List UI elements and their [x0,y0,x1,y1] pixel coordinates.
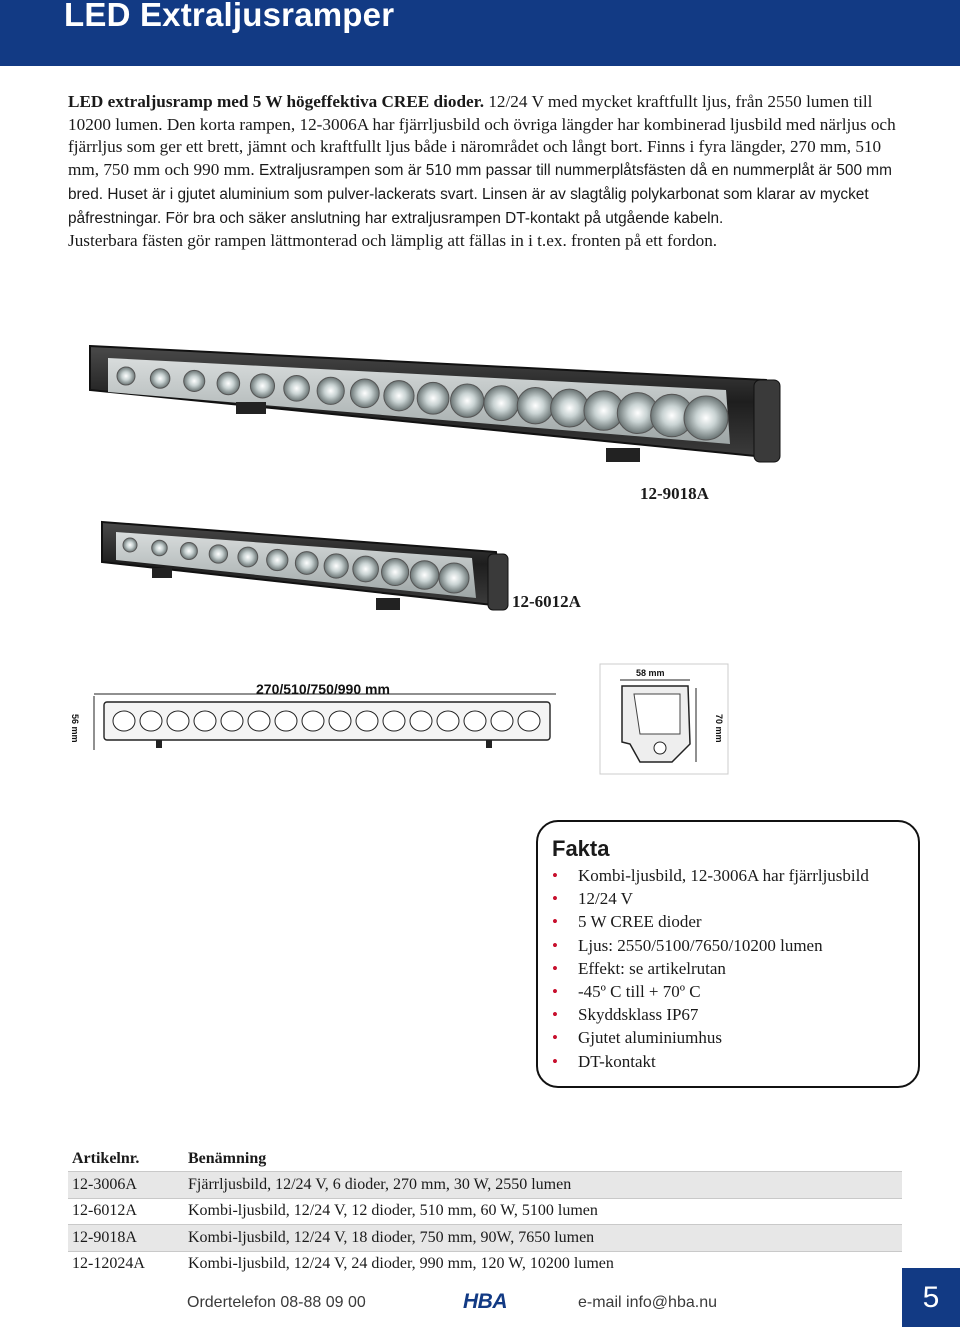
list-item: • -45º C till + 70º C [552,980,869,1003]
fakta-title: Fakta [552,836,610,861]
table-cell: 12-6012A [68,1198,184,1225]
led-lens-icon [117,367,135,385]
footer-phone: Ordertelefon 08-88 09 00 [187,1294,366,1311]
page-title: LED Extraljusramper [64,0,395,33]
led-outline-icon [464,711,486,731]
intro-lead: LED extraljusramp med 5 W högeffektiva CREE dioder. [68,92,485,111]
led-lens-icon [410,561,439,590]
column-header-description: Benämning [188,1150,267,1167]
table-row [68,1198,902,1225]
bullet-icon: • [552,982,558,1002]
led-lens-icon [384,381,414,411]
page-number: 5 [902,1268,960,1327]
led-outline-icon [383,711,405,731]
led-outline-icon [356,711,378,731]
led-lens-icon [209,545,227,563]
depth-dimension-label: 70 mm [714,714,724,743]
table-cell: 12-9018A [68,1225,184,1252]
table-cell: 12-3006A [68,1172,184,1199]
bullet-icon: • [552,1051,558,1071]
table-header-row [68,1147,902,1172]
table-cell: Kombi-ljusbild, 12/24 V, 12 dioder, 510 mm, 60 W, 5100 lumen [184,1198,902,1225]
hba-logo: HBA [463,1290,507,1313]
intro-paragraph [68,91,898,253]
led-lens-icon [217,372,240,395]
led-outline-icon [140,711,162,731]
intro-text-1: 12/24 V med mycket kraftfullt ljus, från 2550 lumen till 10200 lumen. Den korta rampen, 12-3006A har fjärrljusbild och övriga längder har kombinerad ljusbild med närljus och fjärrljus som ger ett brett, jämnt och kraftfullt ljus både i närområdet och långt bort. Finns i fyra längder, 270 mm, 510 mm, 750 mm och 990 mm. [68,92,896,180]
bullet-icon: • [552,935,558,955]
led-outline-icon [437,711,459,731]
table-cell: Fjärrljusbild, 12/24 V, 6 dioder, 270 mm, 30 W, 2550 lumen [184,1172,902,1199]
page-header [0,0,960,66]
led-lens-icon [238,547,258,567]
list-item: • Ljus: 2550/5100/7650/10200 lumen [552,934,869,957]
side-dimension-drawing [600,664,730,776]
intro-text-2: Extraljusrampen som är 510 mm passar till nummerplåtsfästen då en nummerplåt är 500 mm bred. Huset är i gjutet aluminium som pulver-lackerats svart. Linsen är av slagtålig polykarbonat som klarar av mycket påfrestningar. För bra och säker anslutning har extraljusrampen DT-kontakt på utgående kabeln. [68,162,892,227]
led-outline-icon [275,711,297,731]
list-item: • DT-kontakt [552,1050,869,1073]
table-row [68,1172,902,1199]
led-lens-icon [484,386,519,421]
led-outline-icon [194,711,216,731]
led-outline-icon [302,711,324,731]
bullet-icon: • [552,1005,558,1025]
led-lens-icon [517,387,553,423]
led-lens-icon [684,396,728,440]
front-dimension-drawing [70,680,562,770]
list-item: • Kombi-ljusbild, 12-3006A har fjärrljusbild [552,864,869,887]
led-lens-icon [267,549,288,570]
led-lens-icon [250,374,274,398]
led-lens-icon [150,369,170,389]
led-bar-large-photo [86,340,802,480]
led-lens-icon [551,389,589,427]
led-outline-icon [167,711,189,731]
table-cell: Kombi-ljusbild, 12/24 V, 24 dioder, 990 mm, 120 W, 10200 lumen [184,1251,902,1277]
led-outline-icon [329,711,351,731]
column-header-article-number: Artikelnr. [72,1150,140,1167]
led-outline-icon [248,711,270,731]
led-outline-icon [113,711,135,731]
bullet-icon: • [552,912,558,932]
bullet-icon: • [552,866,558,885]
width-dimension-label: 58 mm [636,668,665,678]
table-cell: 12-12024A [68,1251,184,1277]
footer-email[interactable]: e-mail info@hba.nu [578,1294,717,1311]
led-lens-icon [382,558,409,585]
table-row [68,1251,902,1277]
led-bar-small-photo [100,518,512,618]
led-outline-icon [518,711,540,731]
article-table [68,1147,902,1277]
led-outline-icon [491,711,513,731]
led-lens-icon [350,379,379,408]
led-outline-icon [410,711,432,731]
product-label-12-9018A: 12-9018A [640,484,709,503]
led-lens-icon [295,552,318,575]
list-item: • Effekt: se artikelrutan [552,957,869,980]
table-cell: Kombi-ljusbild, 12/24 V, 18 dioder, 750 mm, 90W, 7650 lumen [184,1225,902,1252]
bullet-icon: • [552,1028,558,1048]
led-lens-icon [417,382,449,414]
led-outline-icon [221,711,243,731]
led-lens-icon [451,384,484,417]
fakta-box [536,820,920,1088]
intro-last-line: Justerbara fästen gör rampen lättmonterad och lämplig att fällas in i t.ex. fronten på ett fordon. [68,231,718,251]
led-lens-icon [353,556,379,582]
list-item: • Skyddsklass IP67 [552,1003,869,1026]
list-item: • 5 W CREE dioder [552,910,869,933]
length-dimension-label: 270/510/750/990 mm [256,681,390,697]
list-item: • Gjutet aluminiumhus [552,1026,869,1049]
led-lens-icon [184,370,205,391]
list-item: • 12/24 V [552,887,869,910]
led-lens-icon [284,376,310,402]
led-lens-icon [180,543,197,560]
led-lens-icon [439,563,469,593]
bullet-icon: • [552,889,558,909]
led-lens-icon [324,554,348,578]
product-label-12-6012A: 12-6012A [512,592,581,611]
led-lens-icon [152,540,167,555]
fakta-list [552,864,869,1073]
bullet-icon: • [552,958,558,978]
height-dimension-label: 56 mm [70,714,80,743]
led-lens-icon [123,538,137,552]
table-row [68,1225,902,1252]
led-lens-icon [317,377,344,404]
